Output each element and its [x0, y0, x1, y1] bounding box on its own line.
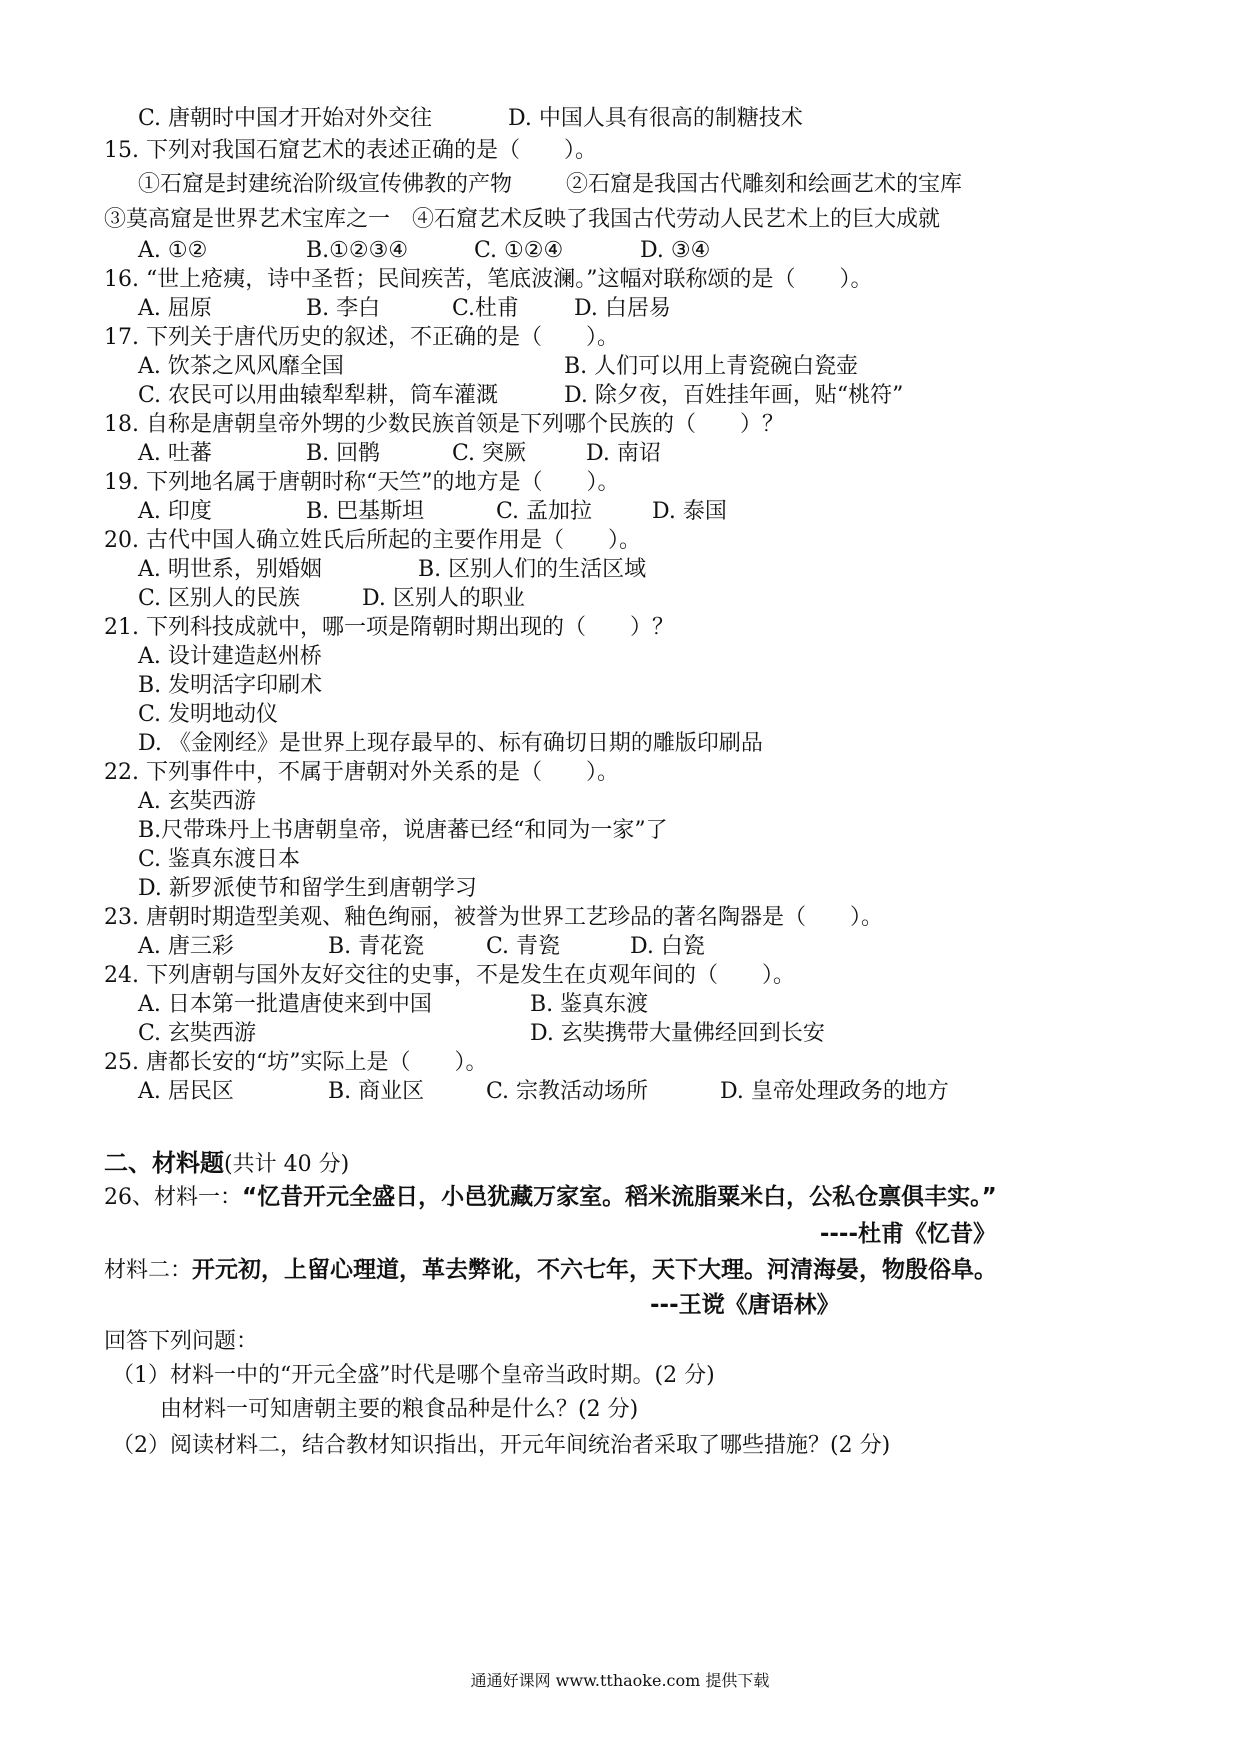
- q16-option-d: D. 白居易: [574, 296, 671, 321]
- q14-option-c: C. 唐朝时中国才开始对外交往: [138, 106, 433, 131]
- q20-option-c: C. 区别人的民族: [138, 586, 301, 611]
- q22-option-a: A. 玄奘西游: [138, 789, 256, 814]
- q24-option-b: B. 鉴真东渡: [530, 992, 649, 1017]
- q19-option-d: D. 泰国: [652, 499, 727, 524]
- q25-stem: 25. 唐都长安的“坊”实际上是（ ）。: [104, 1050, 488, 1075]
- q21-option-d: D. 《金刚经》是世界上现存最早的、标有确切日期的雕版印刷品: [138, 731, 763, 756]
- q19-option-b: B. 巴基斯坦: [306, 499, 425, 524]
- q23-option-a: A. 唐三彩: [138, 934, 234, 959]
- section-2-score: (共计 40 分): [224, 1152, 350, 1177]
- q15-stem: 15. 下列对我国石窟艺术的表述正确的是（ ）。: [104, 138, 597, 163]
- q22-option-c: C. 鉴真东渡日本: [138, 847, 301, 872]
- q14-option-d: D. 中国人具有很高的制糖技术: [508, 106, 803, 131]
- q20-stem: 20. 古代中国人确立姓氏后所起的主要作用是（ ）。: [104, 528, 641, 553]
- q24-option-c: C. 玄奘西游: [138, 1021, 257, 1046]
- q23-option-c: C. 青瓷: [486, 934, 561, 959]
- q26-prompt: 回答下列问题：: [104, 1329, 259, 1354]
- q26-material-2-source: ---王谠《唐语林》: [650, 1292, 840, 1318]
- q26-material-1-label: 26、材料一：: [104, 1185, 242, 1210]
- q17-option-a: A. 饮茶之风风靡全国: [138, 354, 344, 379]
- q23-option-d: D. 白瓷: [630, 934, 705, 959]
- q16-option-c: C.杜甫: [452, 296, 520, 321]
- q25-option-a: A. 居民区: [138, 1079, 234, 1104]
- q17-option-b: B. 人们可以用上青瓷碗白瓷壶: [564, 354, 859, 379]
- q18-option-b: B. 回鹘: [306, 441, 381, 466]
- q25-option-c: C. 宗教活动场所: [486, 1079, 649, 1104]
- q26-material-1-source: ----杜甫《忆昔》: [819, 1221, 996, 1247]
- q21-option-b: B. 发明活字印刷术: [138, 673, 323, 698]
- q20-option-a: A. 明世系，别婚姻: [138, 557, 322, 582]
- q24-stem: 24. 下列唐朝与国外友好交往的史事，不是发生在贞观年间的（ ）。: [104, 963, 795, 988]
- q18-option-a: A. 吐蕃: [138, 441, 212, 466]
- q23-option-b: B. 青花瓷: [328, 934, 425, 959]
- q15-statement-3: ③莫高窟是世界艺术宝库之一: [104, 207, 391, 232]
- section-2-title: 二、材料题: [104, 1149, 224, 1177]
- q26-material-2-text: 开元初，上留心理道，革去弊讹，不六七年，天下大理。河清海晏，物殷俗阜。: [192, 1257, 998, 1283]
- footer-credit: 通通好课网 www.tthaoke.com 提供下载: [470, 1671, 770, 1690]
- q15-option-d: D. ③④: [640, 238, 711, 263]
- q19-option-c: C. 孟加拉: [496, 499, 593, 524]
- q21-stem: 21. 下列科技成就中，哪一项是隋朝时期出现的（ ）？: [104, 615, 674, 640]
- q16-option-b: B. 李白: [306, 296, 381, 321]
- q15-option-c: C. ①②④: [474, 238, 564, 263]
- q19-option-a: A. 印度: [138, 499, 212, 524]
- q20-option-d: D. 区别人的职业: [362, 586, 525, 611]
- q22-option-b: B.尺带珠丹上书唐朝皇帝，说唐蕃已经“和同为一家”了: [138, 818, 668, 843]
- q19-stem: 19. 下列地名属于唐朝时称“天竺”的地方是（ ）。: [104, 470, 620, 495]
- q15-statement-1: ①石窟是封建统治阶级宣传佛教的产物: [138, 172, 513, 197]
- q18-stem: 18. 自称是唐朝皇帝外甥的少数民族首领是下列哪个民族的（ ）？: [104, 412, 784, 437]
- section-2-heading: [104, 1148, 349, 1180]
- q17-option-d: D. 除夕夜，百姓挂年画，贴“桃符”: [564, 383, 904, 408]
- q25-option-d: D. 皇帝处理政务的地方: [720, 1079, 949, 1104]
- q23-stem: 23. 唐朝时期造型美观、釉色绚丽，被誉为世界工艺珍品的著名陶器是（ ）。: [104, 905, 883, 930]
- q24-option-d: D. 玄奘携带大量佛经回到长安: [530, 1021, 825, 1046]
- q18-option-d: D. 南诏: [586, 441, 661, 466]
- q26-material-1-text: “忆昔开元全盛日，小邑犹藏万家室。稻米流脂粟米白，公私仓禀俱丰实。”: [242, 1184, 997, 1210]
- q15-option-a: A. ①②: [138, 238, 208, 263]
- q20-option-b: B. 区别人们的生活区域: [418, 557, 647, 582]
- q22-stem: 22. 下列事件中，不属于唐朝对外关系的是（ ）。: [104, 760, 619, 785]
- q22-option-d: D. 新罗派使节和留学生到唐朝学习: [138, 876, 477, 901]
- q17-option-c: C. 农民可以用曲辕犁犁耕，筒车灌溉: [138, 383, 499, 408]
- q24-option-a: A. 日本第一批遣唐使来到中国: [138, 992, 432, 1017]
- q16-option-a: A. 屈原: [138, 296, 212, 321]
- q15-option-b: B.①②③④: [306, 238, 409, 263]
- q16-stem: 16. “世上疮痍，诗中圣哲；民间疾苦，笔底波澜。”这幅对联称颂的是（ ）。: [104, 267, 873, 292]
- q26-question-1b: 由材料一可知唐朝主要的粮食品种是什么？(2 分): [160, 1397, 639, 1422]
- q17-stem: 17. 下列关于唐代历史的叙述，不正确的是（ ）。: [104, 325, 619, 350]
- q21-option-a: A. 设计建造赵州桥: [138, 644, 322, 669]
- q15-statement-2: ②石窟是我国古代雕刻和绘画艺术的宝库: [566, 172, 963, 197]
- q26-material-2-label: 材料二：: [104, 1258, 193, 1283]
- q21-option-c: C. 发明地动仪: [138, 702, 279, 727]
- q26-material-2: [104, 1255, 997, 1286]
- q25-option-b: B. 商业区: [328, 1079, 425, 1104]
- q15-statement-4: ④石窟艺术反映了我国古代劳动人民艺术上的巨大成就: [412, 207, 941, 232]
- q18-option-c: C. 突厥: [452, 441, 527, 466]
- q26-question-1a: （1）材料一中的“开元全盛”时代是哪个皇帝当政时期。(2 分): [112, 1363, 715, 1388]
- q26-material-1: [104, 1182, 997, 1213]
- q26-question-2: （2）阅读材料二，结合教材知识指出，开元年间统治者采取了哪些措施？(2 分): [112, 1433, 891, 1458]
